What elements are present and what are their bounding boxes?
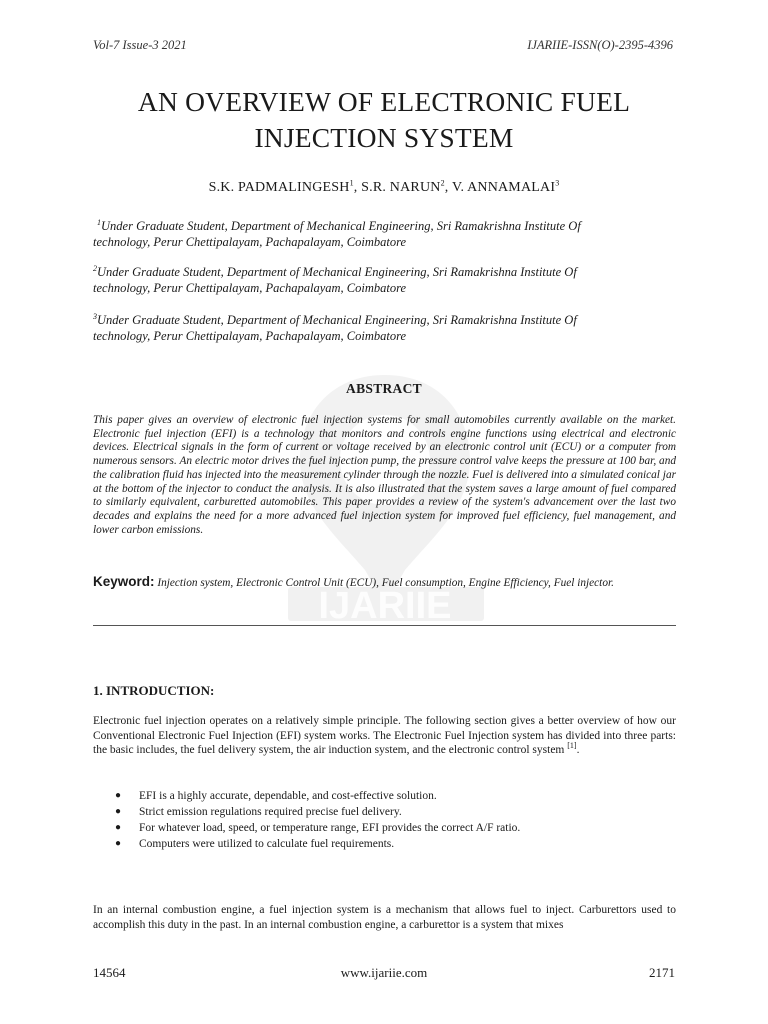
introduction-paragraph: [93, 714, 676, 758]
citation-ref: [1]: [567, 741, 577, 751]
body-paragraph: In an internal combustion engine, a fuel injection system is a mechanism that allows fuel to inject. Carburettors used to accomplish this duty in the past. In an internal combustion engine, a carburettor is a system that mixes: [93, 904, 676, 931]
affiliation-2-line-2: technology, Perur Chettipalayam, Pachapalayam, Coimbatore: [93, 280, 407, 295]
keywords-text: Injection system, Electronic Control Unit (ECU), Fuel consumption, Engine Efficiency, Fuel injector.: [157, 577, 614, 589]
author-sep: ,: [444, 180, 452, 195]
list-item: [93, 788, 676, 804]
keywords-label: Keyword:: [93, 574, 155, 589]
bullet-icon: ●: [115, 806, 122, 817]
title-line-2: INJECTION SYSTEM: [254, 122, 514, 153]
header-volume: Vol-7 Issue-3 2021: [93, 38, 187, 52]
author-1-sup: 1: [349, 178, 354, 188]
author-sep: ,: [353, 180, 362, 195]
introduction-text: Electronic fuel injection operates on a relatively simple principle. The following section gives a better overview of how our Conventional Electronic Fuel Injection (EFI) system works. The Electronic Fuel Injection system has divided into three parts: the basic includes, the fuel delivery system, the air induction system, and the electronic control system: [93, 715, 676, 756]
list-item: [93, 836, 676, 852]
list-item-text: EFI is a highly accurate, dependable, and cost-effective solution.: [139, 790, 437, 802]
paper-title: [60, 84, 708, 156]
affiliation-3-line-2: technology, Perur Chettipalayam, Pachapalayam, Coimbatore: [93, 328, 407, 343]
section-divider: [93, 625, 676, 626]
author-3-sup: 3: [555, 178, 560, 188]
introduction-period: .: [576, 744, 580, 756]
affiliation-3-line-1: Under Graduate Student, Department of Mechanical Engineering, Sri Ramakrishna Institute Of: [97, 313, 577, 327]
abstract-heading: ABSTRACT: [346, 381, 422, 396]
author-2-sup: 2: [440, 178, 445, 188]
footer-paper-id: 14564: [93, 965, 126, 980]
list-item: [93, 820, 676, 836]
section-heading-introduction: 1. INTRODUCTION:: [93, 683, 215, 698]
list-item-text: Strict emission regulations required precise fuel delivery.: [139, 806, 402, 818]
affiliation-1: [93, 219, 676, 250]
title-line-1: AN OVERVIEW OF ELECTRONIC FUEL: [137, 86, 631, 117]
affiliation-3: [93, 313, 676, 344]
bullet-icon: ●: [115, 838, 122, 849]
bullet-icon: ●: [115, 822, 122, 833]
footer-page-number: 2171: [649, 965, 675, 980]
author-3: V. ANNAMALAI: [451, 180, 556, 195]
author-list: [0, 180, 768, 196]
footer-website-link[interactable]: www.ijariie.com: [340, 965, 428, 980]
keywords: [93, 574, 676, 591]
abstract-body: This paper gives an overview of electronic fuel injection systems for small automobiles currently available on the market. Electronic fuel injection (EFI) is a technology that monitors and controls engine functions using electrical and electronic devices. Electrical signals in the form of current or voltage received by an electronic control unit (ECU) or a computer from numerous sensors. An electric motor drives the fuel injection pump, the pressure control valve keeps the pressure at 100 bar, and the calibration fluid has injected into the measurement cylinder through the nozzle. Fuel is delivered into a simulated conical jar at the bottom of the injector to conduct the analysis. It is also illustrated that the system saves a large amount of fuel compared to similarly equivalent, carburetted automobiles. This paper provides a review of the system's advancement over the last two decades and explains the need for a more advanced fuel injection system for improved fuel efficiency, fuel management, and lower carbon emissions.: [93, 414, 676, 536]
bullet-icon: ●: [115, 790, 122, 801]
affiliation-1-line-2: technology, Perur Chettipalayam, Pachapalayam, Coimbatore: [93, 234, 407, 249]
affiliation-2-line-1: Under Graduate Student, Department of Mechanical Engineering, Sri Ramakrishna Institute Of: [97, 265, 577, 279]
affiliation-1-sup: 1: [97, 217, 101, 227]
list-item-text: Computers were utilized to calculate fuel requirements.: [139, 838, 395, 850]
affiliation-1-line-1: Under Graduate Student, Department of Mechanical Engineering, Sri Ramakrishna Institute Of: [101, 219, 581, 233]
affiliation-2: [93, 265, 676, 296]
watermark-text: IJARIIE: [318, 585, 452, 627]
bullet-list: [93, 788, 676, 852]
affiliation-2-sup: 2: [93, 263, 97, 273]
header-issn: IJARIIE-ISSN(O)-2395-4396: [527, 38, 673, 52]
author-2: S.R. NARUN: [361, 180, 441, 195]
author-1: S.K. PADMALINGESH: [208, 180, 350, 195]
list-item: [93, 804, 676, 820]
list-item-text: For whatever load, speed, or temperature range, EFI provides the correct A/F ratio.: [139, 822, 521, 834]
affiliation-3-sup: 3: [93, 311, 97, 321]
